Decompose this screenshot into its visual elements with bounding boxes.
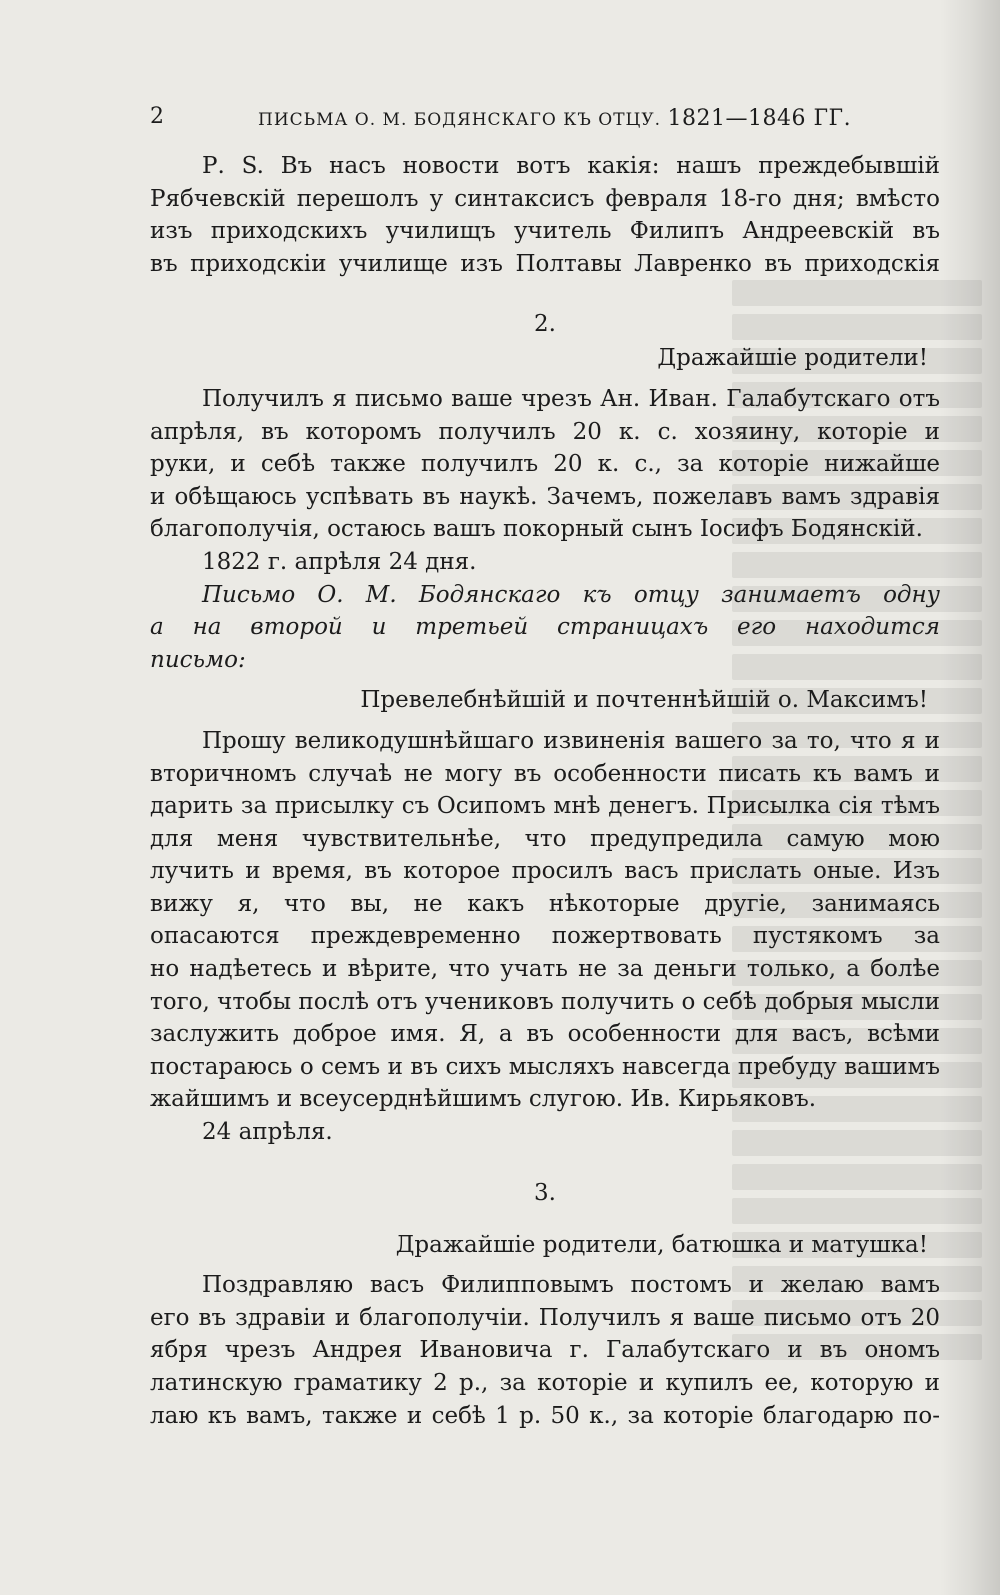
letter-line: вторичномъ случаѣ не могу въ особенности писать къ вамъ и [150, 760, 940, 787]
letter-date: 1822 г. апрѣля 24 дня. [202, 548, 477, 575]
letter-line: латинскую граматику 2 р., за которіе и купилъ ее, которую и [150, 1370, 940, 1396]
running-header [150, 104, 940, 134]
letter-line: руки, и себѣ также получилъ 20 к. с., за которіе нижайше [150, 451, 940, 478]
letter-line: его въ здравіи и благополучіи. Получилъ я ваше письмо отъ 20 [150, 1304, 940, 1331]
page-body [150, 150, 940, 1432]
letter-line: благополучія, остаюсь вашъ покорный сынъ Іосифъ Бодянскій. [150, 516, 923, 543]
letter-number: 2. [534, 311, 556, 338]
letter-line: лучить и время, въ которое просилъ васъ прислать оные. Изъ [150, 858, 940, 885]
letter-line: и обѣщаюсь успѣвать въ наукѣ. Зачемъ, пожелавъ вамъ здравія [150, 483, 940, 510]
letter-line: Поздравляю васъ Филипповымъ постомъ и желаю вамъ [202, 1272, 940, 1299]
running-title [258, 106, 851, 131]
letter-line: но надѣетесь и вѣрите, что учать не за деньги только, а болѣе [150, 956, 940, 983]
letter-3-body [150, 1269, 940, 1432]
editor-note-line: письмо: [150, 646, 246, 673]
letter-salutation: Превелебнѣйшій и почтеннѣйшій о. Максимъ! [360, 687, 928, 714]
ps-line: въ приходскіи училище изъ Полтавы Лавренко въ приходскія [150, 250, 940, 277]
letter-line: жайшимъ и всеусерднѣйшимъ слугою. Ив. Кирьяковъ. [150, 1086, 817, 1113]
letter-line: заслужить доброе имя. Я, а въ особенности для васъ, всѣми [150, 1021, 940, 1048]
page-number: 2 [150, 104, 165, 129]
running-title-text: ПИСЬМА О. М. БОДЯНСКАГО КЪ ОТЦУ. [258, 110, 662, 130]
ps-line: Р. S. Въ насъ новости вотъ какія: нашъ преждебывшій [202, 153, 940, 179]
letter-line: лаю къ вамъ, также и себѣ 1 р. 50 к., за которіе благодарю по- [150, 1402, 940, 1429]
letter-line: вижу я, что вы, не какъ нѣкоторые другіе, занимаясь [150, 890, 940, 917]
letter-line: апрѣля, въ которомъ получилъ 20 к. с. хозяину, которіе и [150, 418, 940, 445]
letter-line: постараюсь о семъ и въ сихъ мысляхъ навсегда пребуду вашимъ [150, 1053, 940, 1080]
editor-note-line: а на второй и третьей страницахъ его находится [150, 614, 940, 641]
letter-number: 3. [534, 1179, 556, 1206]
letter-line: для меня чувствительнѣе, что предупредила самую мою [150, 825, 940, 852]
letter-line: дарить за присылку съ Осипомъ мнѣ денегъ. Присылка сія тѣмъ [150, 793, 940, 820]
ps-line: изъ приходскихъ училищъ учитель Филипъ Андреевскій въ [150, 218, 940, 245]
letter-line: того, чтобы послѣ отъ учениковъ получить о себѣ добрыя мысли [150, 988, 940, 1015]
letter-line: Получилъ я письмо ваше чрезъ Ан. Иван. Галабутскаго отъ [202, 385, 940, 412]
letter-line: Прошу великодушнѣйшаго извиненія вашего за то, что я и [202, 727, 940, 754]
letter-kiryakov-body [150, 725, 940, 1149]
letter-salutation: Дражайшіе родители, батюшка и матушка! [395, 1231, 928, 1258]
letter-salutation: Дражайшіе родители! [657, 345, 928, 372]
letter-line: опасаются преждевременно пожертвовать пустякомъ за [150, 923, 940, 950]
editor-note-line: Письмо О. М. Бодянскаго къ отцу занимаетъ одну [202, 581, 940, 608]
letter-date: 24 апрѣля. [202, 1119, 333, 1146]
running-title-years: 1821—1846 ГГ. [667, 106, 852, 131]
postscript [150, 150, 940, 280]
letter-line: ября чрезъ Андрея Ивановича г. Галабутскаго и въ ономъ [150, 1337, 940, 1364]
ps-line: Рябчевскій перешолъ у синтаксисъ февраля 18-го дня; вмѣсто [150, 185, 940, 212]
letter-2-body [150, 383, 940, 676]
